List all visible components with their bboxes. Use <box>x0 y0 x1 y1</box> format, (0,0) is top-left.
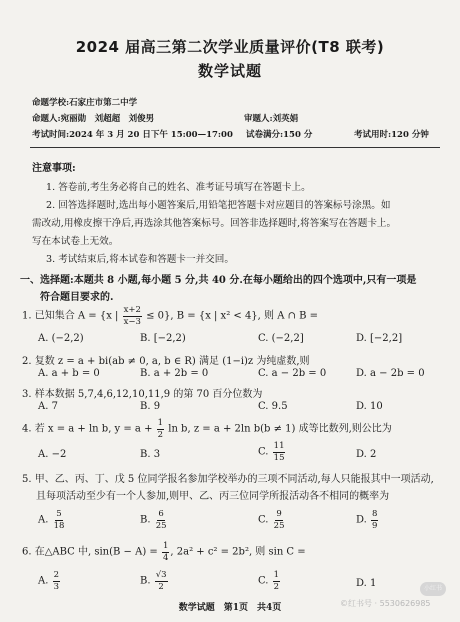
option-fraction: $\frac{1}{2}$ <box>273 570 280 592</box>
question-6-option-c: C. $\frac{1}{2}$ <box>258 570 280 592</box>
question-4-text: 4. 若 x = a + ln b, y = a + <box>22 423 156 435</box>
option-fraction: $\frac{9}{25}$ <box>273 509 285 531</box>
question-6-option-a: A. $\frac{2}{3}$ <box>38 570 60 592</box>
question-2-option-a: A. a + b = 0 <box>38 368 100 379</box>
section-heading: 一、选择题:本题共 8 小题,每小题 5 分,共 40 分.在每小题给出的四个选项中,只有一项是 <box>20 275 417 286</box>
note-line: 写在本试卷上无效。 <box>32 236 119 247</box>
question-1-stem <box>22 306 318 326</box>
option-fraction: $\frac{2}{3}$ <box>53 570 60 592</box>
note-line: 需改动,用橡皮擦干净后,再选涂其他答案标号。回答非选择题时,将答案写在答题卡上。 <box>32 218 397 229</box>
question-6-text: 6. 在△ABC 中, sin(B − A) = <box>22 546 161 558</box>
option-fraction: $\frac{6}{25}$ <box>155 509 167 531</box>
full-score: 试卷满分:150 分 <box>246 130 313 140</box>
question-4-option-d: D. 2 <box>356 449 377 460</box>
question-1-text: ≤ 0}, B = {x | x² < 4}, 则 A ∩ B = <box>142 310 319 322</box>
exam-duration: 考试用时:120 分钟 <box>354 130 429 140</box>
question-3-stem: 3. 样本数据 5,7,4,6,12,10,11,9 的第 70 百分位数为 <box>22 389 263 400</box>
exam-title: 2024 届高三第二次学业质量评价(T8 联考) <box>75 38 385 56</box>
question-4-text: ln b, z = a + 2ln b(b ≠ 1) 成等比数列,则公比为 <box>165 423 392 435</box>
question-6-option-d: D. 1 <box>356 578 377 589</box>
question-authors: 命题人:宛丽勋 刘超超 刘俊男 <box>32 114 155 124</box>
question-4-option-a: A. −2 <box>38 449 67 460</box>
question-6-option-b: B. $\frac{√3}{2}$ <box>140 570 167 592</box>
question-5-option-c: C. $\frac{9}{25}$ <box>258 509 285 531</box>
question-5-option-a: A. $\frac{5}{18}$ <box>38 509 65 531</box>
question-5-stem-cont: 且每项活动至少有一个人参加,则甲、乙、丙三位同学所报活动各不相同的概率为 <box>36 491 390 502</box>
question-2-option-c: C. a − 2b = 0 <box>258 368 327 379</box>
reviewer: 审题人:刘英娟 <box>244 114 299 124</box>
question-1-option-b: B. [−2,2) <box>140 333 186 344</box>
question-2-option-b: B. a + 2b = 0 <box>140 368 209 379</box>
question-2-stem: 2. 复数 z = a + bi(ab ≠ 0, a, b ∈ R) 满足 (1−i)z 为纯虚数,则 <box>22 356 310 367</box>
question-3-option-c: C. 9.5 <box>258 401 288 412</box>
question-3-option-d: D. 10 <box>356 401 383 412</box>
question-5-stem: 5. 甲、乙、丙、丁、戊 5 位同学报名参加学校举办的三项不同活动,每人只能报其中一项活动, <box>22 474 434 485</box>
question-5-option-d: D. $\frac{8}{9}$ <box>356 509 378 531</box>
proposing-school: 命题学校:石家庄市第二中学 <box>32 98 138 108</box>
question-4-fraction: $\frac{1}{2}$ <box>157 418 164 440</box>
notes-heading: 注意事项: <box>32 163 76 174</box>
question-1-option-a: A. (−2,2) <box>38 333 84 344</box>
note-line: 2. 回答选择题时,选出每小题答案后,用铅笔把答题卡对应题目的答案标号涂黑。如 <box>46 200 391 211</box>
header-divider <box>30 147 440 148</box>
watermark: ©红书号 · 5530626985 <box>340 599 431 608</box>
question-3-option-a: A. 7 <box>38 401 58 412</box>
question-1-text: 1. 已知集合 A = {x | <box>22 310 122 322</box>
question-6-text: , 2a² + c² = 2b², 则 sin C = <box>170 546 306 558</box>
note-line: 1. 答卷前,考生务必将自己的姓名、准考证号填写在答题卡上。 <box>46 182 311 193</box>
page-footer: 数学试题 第1页 共4页 <box>178 603 282 613</box>
option-fraction: $\frac{8}{9}$ <box>372 509 378 531</box>
question-6-stem <box>22 542 306 562</box>
question-3-option-b: B. 9 <box>140 401 161 412</box>
option-fraction: $\frac{11}{15}$ <box>273 441 285 463</box>
section-heading-cont: 符合题目要求的. <box>40 292 114 303</box>
question-1-option-d: D. [−2,2] <box>356 333 403 344</box>
exam-subtitle: 数学试题 <box>197 62 262 80</box>
question-5-option-b: B. $\frac{6}{25}$ <box>140 509 167 531</box>
exam-time: 考试时间:2024 年 3 月 20 日下午 15:00—17:00 <box>32 130 233 140</box>
question-1-fraction: $\frac{x+2}{x-3}$ <box>123 305 141 327</box>
question-2-option-d: D. a − 2b = 0 <box>356 368 425 379</box>
option-fraction: $\frac{√3}{2}$ <box>155 570 167 592</box>
question-6-fraction: $\frac{1}{4}$ <box>162 541 169 563</box>
question-4-option-c: C. $\frac{11}{15}$ <box>258 441 285 463</box>
question-4-stem <box>22 419 392 439</box>
option-fraction: $\frac{5}{18}$ <box>53 509 65 531</box>
question-4-option-b: B. 3 <box>140 449 161 460</box>
watermark-badge: 小红书 <box>420 582 446 596</box>
note-line: 3. 考试结束后,将本试卷和答题卡一并交回。 <box>46 254 234 265</box>
question-1-option-c: C. (−2,2] <box>258 333 304 344</box>
